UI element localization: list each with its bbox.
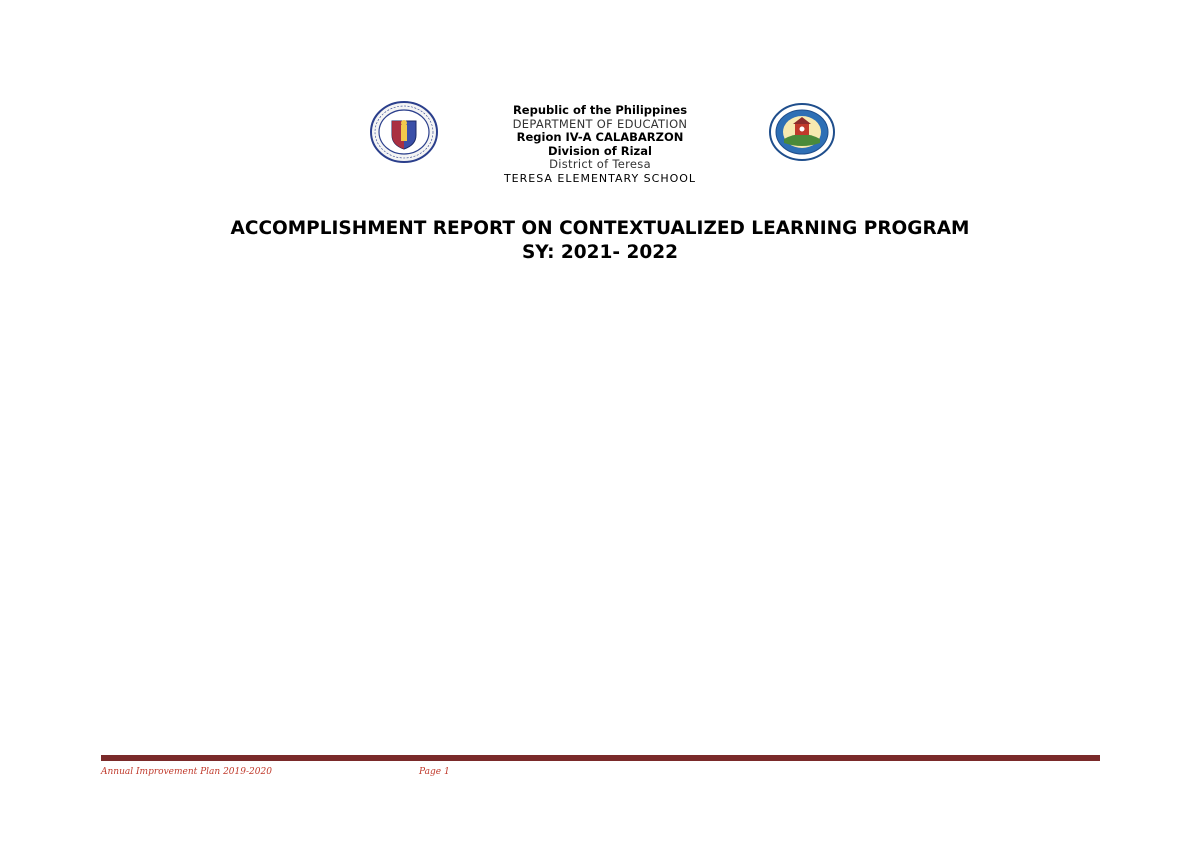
report-title-line1: ACCOMPLISHMENT REPORT ON CONTEXTUALIZED LEARNING PROGRAM xyxy=(230,218,970,239)
letterhead-region: Region IV-A CALABARZON xyxy=(516,130,684,144)
deped-seal-icon xyxy=(370,101,438,163)
footer-document-title: Annual Improvement Plan 2019-2020 xyxy=(101,767,272,777)
letterhead-division: Division of Rizal xyxy=(548,143,652,158)
letterhead-school: TERESA ELEMENTARY SCHOOL xyxy=(503,171,697,185)
letterhead-republic: Republic of the Philippines xyxy=(512,103,688,117)
teresa-elementary-school-seal-icon xyxy=(768,103,836,161)
letterhead-department: DEPARTMENT OF EDUCATION xyxy=(512,116,688,131)
report-title xyxy=(0,217,1200,265)
letterhead-district: District of Teresa xyxy=(549,157,651,171)
footer-page-number: Page 1 xyxy=(419,767,450,777)
footer-rule xyxy=(101,755,1100,761)
letterhead xyxy=(470,104,730,185)
report-title-line2: SY: 2021- 2022 xyxy=(521,242,679,263)
